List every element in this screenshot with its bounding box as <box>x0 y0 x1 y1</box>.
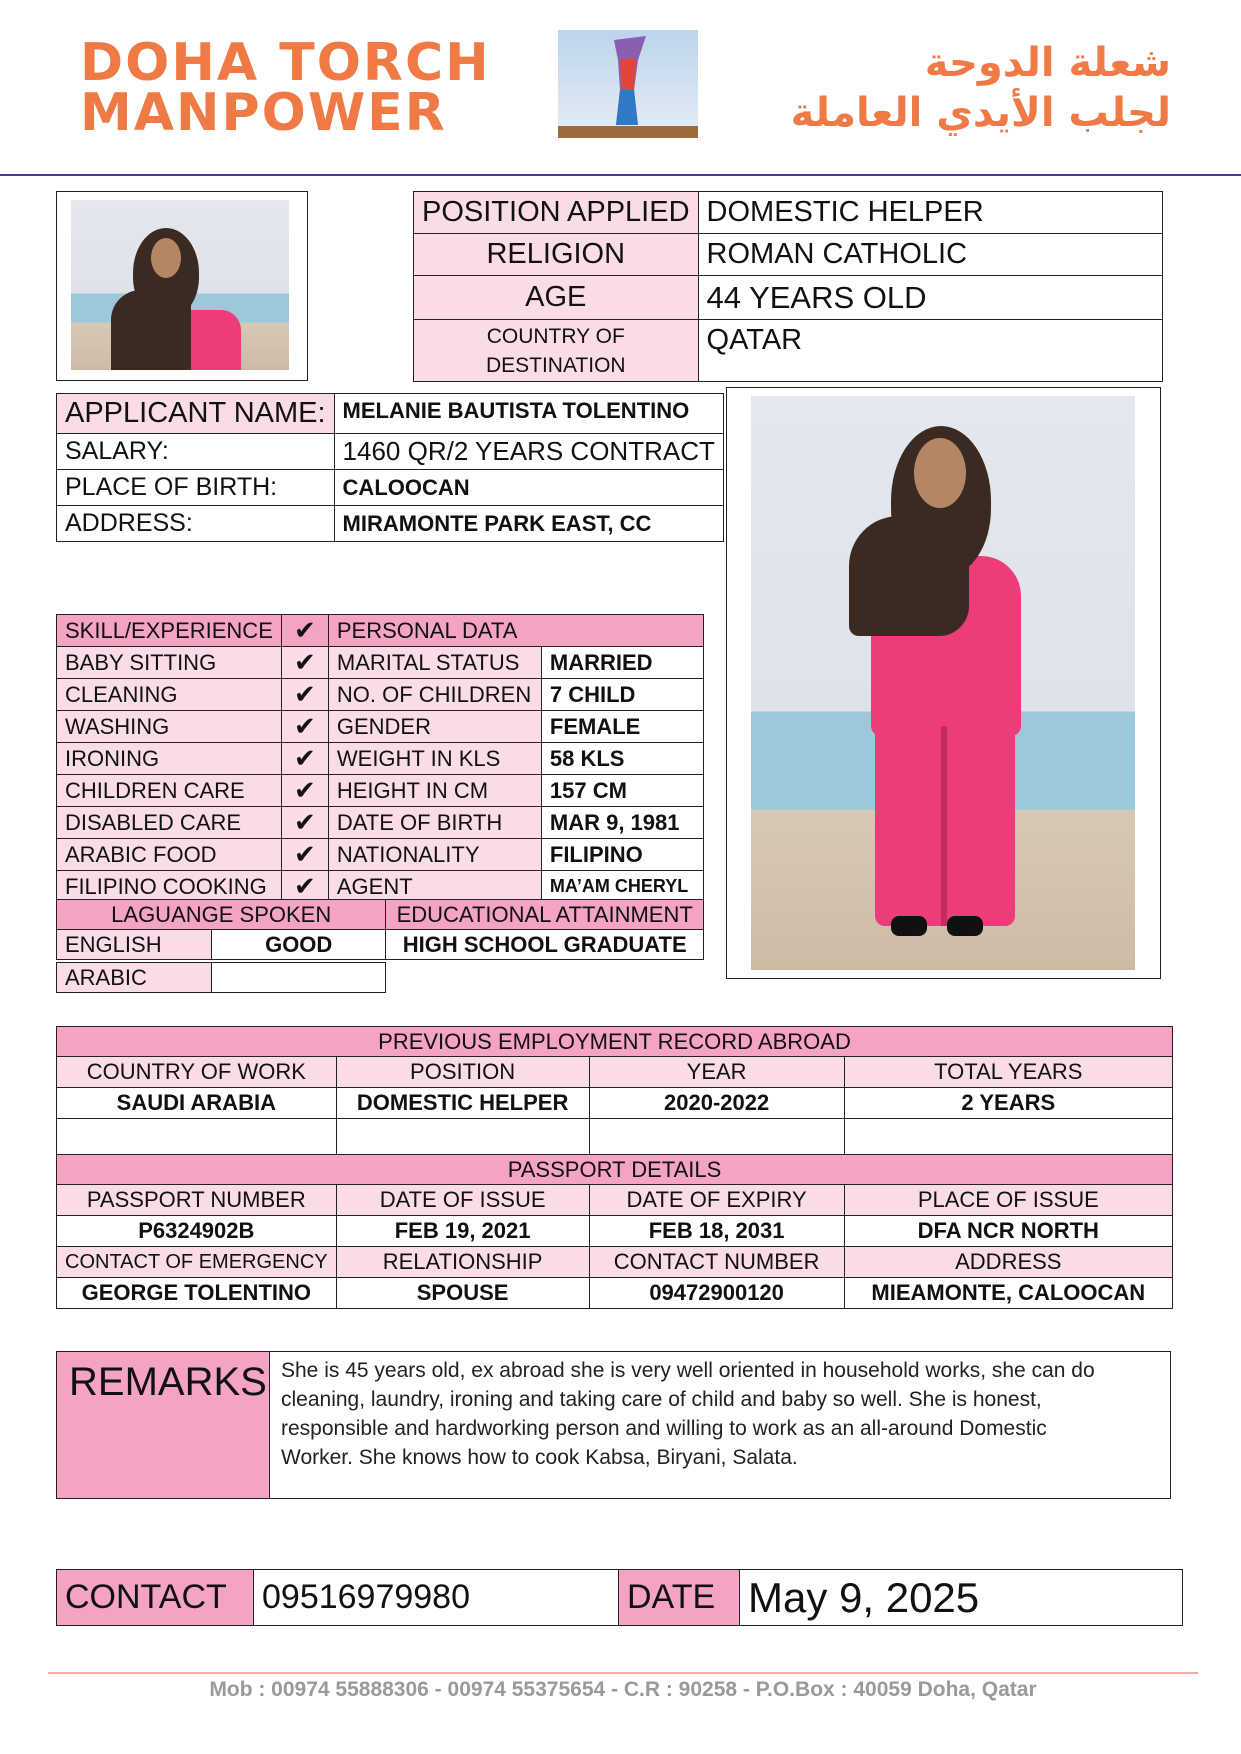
passport-col: PASSPORT NUMBER <box>57 1185 337 1216</box>
date-label: DATE <box>619 1570 740 1626</box>
personal-label: NO. OF CHILDREN <box>328 679 541 711</box>
applicant-name-value: MELANIE BAUTISTA TOLENTINO <box>334 394 723 434</box>
salary-value: 1460 QR/2 YEARS CONTRACT <box>334 434 723 470</box>
skill-item: BABY SITTING <box>57 647 282 679</box>
emergency-cell: 09472900120 <box>589 1278 844 1309</box>
contact-date-table <box>56 1569 1183 1626</box>
passport-cell: FEB 18, 2031 <box>589 1216 844 1247</box>
language-education-table <box>56 899 704 960</box>
company-name-ar-line2: لجلب الأيدي العاملة <box>790 90 1171 136</box>
skill-item: DISABLED CARE <box>57 807 282 839</box>
employment-col: YEAR <box>589 1057 844 1088</box>
personal-label: GENDER <box>328 711 541 743</box>
english-label: ENGLISH <box>57 930 212 960</box>
personal-label: MARITAL STATUS <box>328 647 541 679</box>
employment-cell: DOMESTIC HELPER <box>336 1088 589 1119</box>
passport-cell: FEB 19, 2021 <box>336 1216 589 1247</box>
applicant-name-label: APPLICANT NAME: <box>57 394 335 434</box>
skill-item: WASHING <box>57 711 282 743</box>
skills-personal-table <box>56 614 704 903</box>
employment-cell: 2 YEARS <box>844 1088 1172 1119</box>
contact-label: CONTACT <box>57 1570 254 1626</box>
emergency-cell: MIEAMONTE, CALOOCAN <box>844 1278 1172 1309</box>
skill-item: CLEANING <box>57 679 282 711</box>
employment-cell: 2020-2022 <box>589 1088 844 1119</box>
emergency-cell: SPOUSE <box>336 1278 589 1309</box>
personal-value: MA’AM CHERYL <box>541 871 703 903</box>
english-value: GOOD <box>212 930 386 960</box>
passport-header: PASSPORT DETAILS <box>57 1155 1173 1185</box>
skill-item: IRONING <box>57 743 282 775</box>
emergency-col: ADDRESS <box>844 1247 1172 1278</box>
check-icon: ✔ <box>281 775 328 807</box>
remarks-line: Worker. She knows how to cook Kabsa, Biryani, Salata. <box>281 1446 798 1469</box>
remarks-box <box>56 1351 1171 1499</box>
torch-logo <box>558 30 698 138</box>
date-value: May 9, 2025 <box>740 1570 1183 1626</box>
company-name-line2: MANPOWER <box>80 83 447 143</box>
destination-label-line2: DESTINATION <box>485 353 626 377</box>
employment-empty-cell <box>844 1119 1172 1155</box>
personal-label: WEIGHT IN KLS <box>328 743 541 775</box>
position-table <box>413 191 1163 382</box>
personal-value: 58 KLS <box>541 743 703 775</box>
employment-header: PREVIOUS EMPLOYMENT RECORD ABROAD <box>57 1027 1173 1057</box>
remarks-line: responsible and hardworking person and willing to work as an all-around Domestic <box>281 1417 1047 1440</box>
address-label: ADDRESS: <box>57 506 335 542</box>
skills-header: SKILL/EXPERIENCE <box>57 615 282 647</box>
employment-col: COUNTRY OF WORK <box>57 1057 337 1088</box>
small-applicant-photo <box>71 200 289 370</box>
passport-cell: DFA NCR NORTH <box>844 1216 1172 1247</box>
passport-col: PLACE OF ISSUE <box>844 1185 1172 1216</box>
skills-header-check-icon: ✔ <box>281 615 328 647</box>
remarks-line: cleaning, laundry, ironing and taking care of child and baby so well. She is honest, <box>281 1388 1042 1411</box>
check-icon: ✔ <box>281 743 328 775</box>
personal-label: HEIGHT IN CM <box>328 775 541 807</box>
age-value: 44 YEARS OLD <box>698 276 1162 320</box>
religion-label: RELIGION <box>414 234 699 276</box>
personal-label: NATIONALITY <box>328 839 541 871</box>
education-value: HIGH SCHOOL GRADUATE <box>386 930 704 960</box>
large-applicant-photo <box>751 396 1135 970</box>
address-value: MIRAMONTE PARK EAST, CC <box>334 506 723 542</box>
emergency-col: CONTACT OF EMERGENCY <box>57 1247 337 1278</box>
check-icon: ✔ <box>281 839 328 871</box>
employment-cell: SAUDI ARABIA <box>57 1088 337 1119</box>
passport-col: DATE OF EXPIRY <box>589 1185 844 1216</box>
remarks-text <box>281 1356 1095 1472</box>
employment-col: TOTAL YEARS <box>844 1057 1172 1088</box>
age-label: AGE <box>414 276 699 320</box>
position-label: POSITION APPLIED <box>414 192 699 234</box>
personal-value: MARRIED <box>541 647 703 679</box>
passport-cell: P6324902B <box>57 1216 337 1247</box>
personal-value: FILIPINO <box>541 839 703 871</box>
emergency-col: CONTACT NUMBER <box>589 1247 844 1278</box>
destination-label <box>414 320 699 382</box>
small-photo-frame <box>56 191 308 381</box>
birthplace-value: CALOOCAN <box>334 470 723 506</box>
personal-value: MAR 9, 1981 <box>541 807 703 839</box>
check-icon: ✔ <box>281 807 328 839</box>
remarks-label: REMARKS <box>69 1360 267 1404</box>
skill-item: CHILDREN CARE <box>57 775 282 807</box>
employment-col: POSITION <box>336 1057 589 1088</box>
personal-value: FEMALE <box>541 711 703 743</box>
employment-empty-cell <box>336 1119 589 1155</box>
remarks-label-cell <box>57 1352 270 1498</box>
large-photo-frame <box>726 387 1161 979</box>
skill-item: FILIPINO COOKING <box>57 871 282 903</box>
education-header: EDUCATIONAL ATTAINMENT <box>386 900 704 930</box>
personal-value: 7 CHILD <box>541 679 703 711</box>
birthplace-label: PLACE OF BIRTH: <box>57 470 335 506</box>
personal-value: 157 CM <box>541 775 703 807</box>
position-value: DOMESTIC HELPER <box>698 192 1162 234</box>
employment-empty-cell <box>589 1119 844 1155</box>
emergency-cell: GEORGE TOLENTINO <box>57 1278 337 1309</box>
emergency-col: RELATIONSHIP <box>336 1247 589 1278</box>
contact-value: 09516979980 <box>254 1570 619 1626</box>
language-header: LAGUANGE SPOKEN <box>57 900 386 930</box>
check-icon: ✔ <box>281 647 328 679</box>
check-icon: ✔ <box>281 679 328 711</box>
arabic-label: ARABIC <box>57 963 212 993</box>
check-icon: ✔ <box>281 711 328 743</box>
personal-label: DATE OF BIRTH <box>328 807 541 839</box>
company-name-ar <box>751 38 1171 138</box>
arabic-value <box>212 963 386 993</box>
passport-col: DATE OF ISSUE <box>336 1185 589 1216</box>
check-icon: ✔ <box>281 871 328 903</box>
applicant-table <box>56 393 724 542</box>
personal-header: PERSONAL DATA <box>328 615 703 647</box>
header-rule <box>0 174 1241 176</box>
salary-label: SALARY: <box>57 434 335 470</box>
employment-passport-table <box>56 1026 1173 1309</box>
company-name-en <box>80 33 491 143</box>
skill-item: ARABIC FOOD <box>57 839 282 871</box>
destination-label-line1: COUNTRY OF <box>486 324 625 348</box>
personal-label: AGENT <box>328 871 541 903</box>
arabic-row <box>56 962 386 993</box>
religion-value: ROMAN CATHOLIC <box>698 234 1162 276</box>
remarks-line: She is 45 years old, ex abroad she is very well oriented in household works, she can do <box>281 1359 1095 1382</box>
footer-contact-line: Mob : 00974 55888306 - 00974 55375654 - C.R : 90258 - P.O.Box : 40059 Doha, Qatar <box>209 1678 1037 1701</box>
company-name-line1: DOHA TORCH <box>80 33 491 93</box>
destination-value: QATAR <box>698 320 1162 382</box>
footer-rule <box>48 1672 1198 1674</box>
employment-empty-cell <box>57 1119 337 1155</box>
company-name-ar-line1: شعلة الدوحة <box>924 40 1171 86</box>
